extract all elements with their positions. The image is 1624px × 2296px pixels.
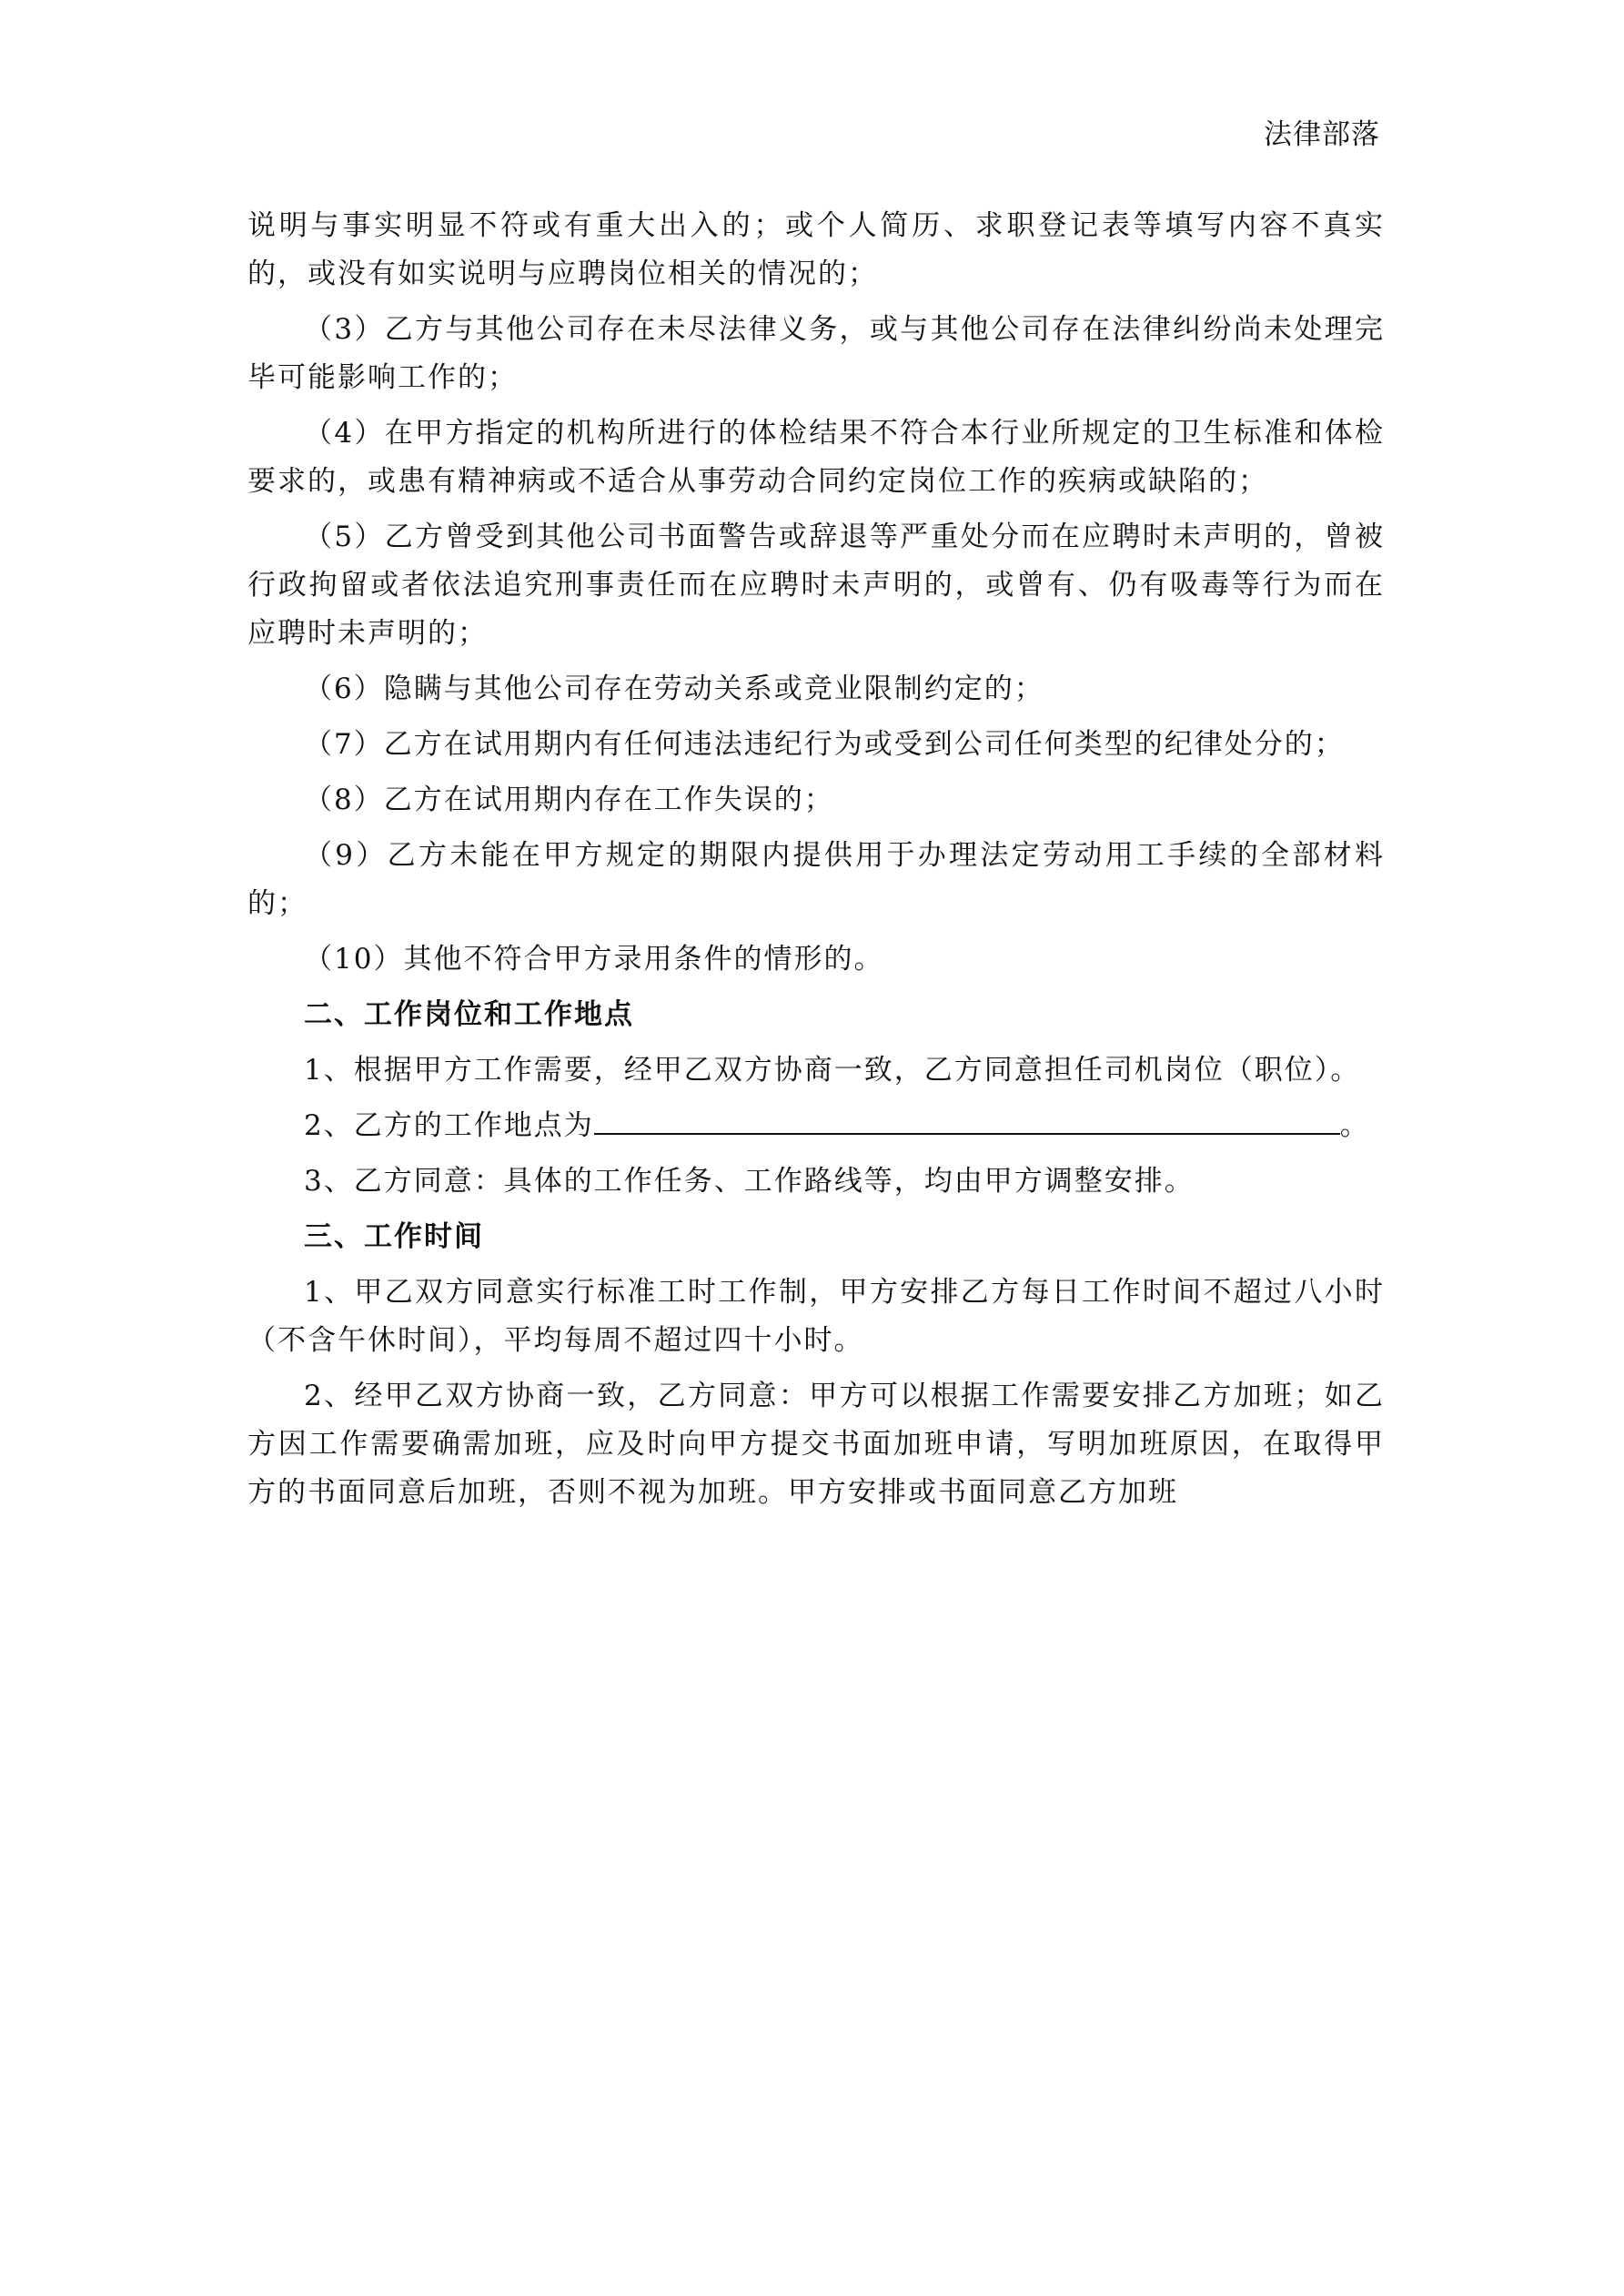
paragraph: （3）乙方与其他公司存在未尽法律义务，或与其他公司存在法律纠纷尚未处理完毕可能影响工作的； bbox=[247, 313, 1385, 394]
section-heading: 三、工作时间 bbox=[304, 1220, 484, 1253]
work-location-blank bbox=[594, 1102, 1340, 1135]
paragraph: 2、经甲乙双方协商一致，乙方同意：甲方可以根据工作需要安排乙方加班；如乙方因工作需要确需加班，应及时向甲方提交书面加班申请，写明加班原因，在取得甲方的书面同意后加班，否则不视为加班。甲方安排或书面同意乙方加班 bbox=[247, 1380, 1385, 1509]
page-header: 法律部落 bbox=[1264, 118, 1380, 151]
section-heading: 二、工作岗位和工作地点 bbox=[304, 998, 634, 1031]
paragraph: （5）乙方曾受到其他公司书面警告或辞退等严重处分而在应聘时未声明的，曾被行政拘留或者依法追究刑事责任而在应聘时未声明的，或曾有、仍有吸毒等行为而在应聘时未声明的； bbox=[247, 521, 1385, 650]
work-location-label: 2、乙方的工作地点为 bbox=[304, 1109, 594, 1142]
paragraph: （9）乙方未能在甲方规定的期限内提供用于办理法定劳动用工手续的全部材料的； bbox=[247, 839, 1385, 920]
paragraph: （10）其他不符合甲方录用条件的情形的。 bbox=[304, 943, 884, 976]
paragraph: 说明与事实明显不符或有重大出入的；或个人简历、求职登记表等填写内容不真实的，或没有如实说明与应聘岗位相关的情况的； bbox=[247, 209, 1385, 290]
paragraph: （8）乙方在试用期内存在工作失误的； bbox=[304, 784, 834, 816]
work-location-end: 。 bbox=[1339, 1109, 1370, 1142]
paragraph: （4）在甲方指定的机构所进行的体检结果不符合本行业所规定的卫生标准和体检要求的，或患有精神病或不适合从事劳动合同约定岗位工作的疾病或缺陷的； bbox=[247, 417, 1385, 498]
paragraph: 1、甲乙双方同意实行标准工时工作制，甲方安排乙方每日工作时间不超过八小时（不含午休时间），平均每周不超过四十小时。 bbox=[247, 1276, 1385, 1357]
paragraph: 3、乙方同意：具体的工作任务、工作路线等，均由甲方调整安排。 bbox=[304, 1165, 1195, 1198]
paragraph: （7）乙方在试用期内有任何违法违纪行为或受到公司任何类型的纪律处分的； bbox=[304, 728, 1345, 761]
work-location-paragraph bbox=[247, 1102, 1385, 1150]
paragraph: 1、根据甲方工作需要，经甲乙双方协商一致，乙方同意担任司机岗位（职位）。 bbox=[304, 1054, 1361, 1087]
document-body bbox=[247, 202, 1385, 1524]
paragraph: （6）隐瞒与其他公司存在劳动关系或竞业限制约定的； bbox=[304, 673, 1044, 705]
